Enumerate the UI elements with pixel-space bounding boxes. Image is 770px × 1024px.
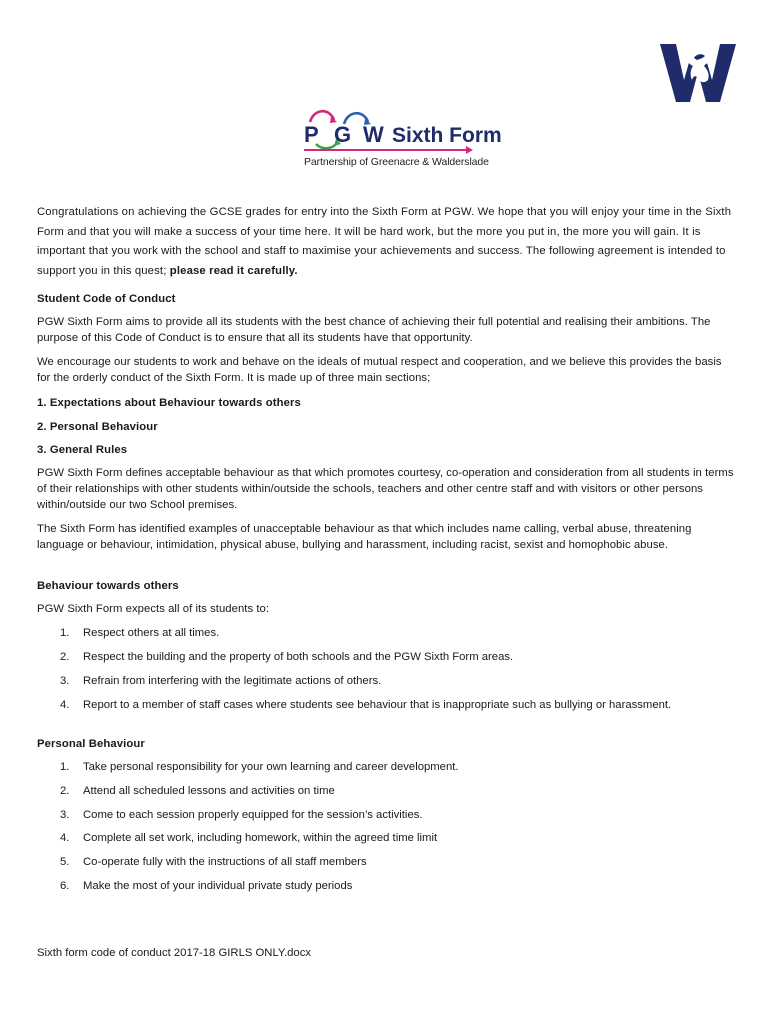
- list-item: [37, 879, 737, 895]
- list-item-number: 3.: [60, 809, 70, 821]
- personal-list: [37, 760, 737, 776]
- list-item-number: 1.: [60, 627, 70, 639]
- others-list: [37, 626, 737, 642]
- list-item: [37, 650, 737, 666]
- code-aims-paragraph: PGW Sixth Form aims to provide all its students with the best chance of achieving their full potential and realising their ambitions. The purpose of this Code of Conduct is to ensure that all its students have that opportunity.: [37, 316, 711, 344]
- list-item-number: 1.: [60, 761, 70, 773]
- list-item: [37, 808, 737, 824]
- intro-paragraph: [37, 203, 737, 281]
- logo-letter-p: P: [304, 122, 319, 147]
- logo-tagline: Partnership of Greenacre & Walderslade: [304, 156, 489, 168]
- others-list: [37, 650, 737, 666]
- personal-list: [37, 855, 737, 871]
- list-item: [37, 855, 737, 871]
- intro-section: [37, 203, 737, 281]
- school-crest-logo: [660, 42, 738, 104]
- others-list: [37, 698, 697, 714]
- logo-brand-text: Sixth Form: [392, 124, 502, 147]
- list-item-text: Respect others at all times.: [83, 627, 220, 639]
- pgw-logo-graphic: [290, 106, 502, 154]
- list-item: [37, 674, 737, 690]
- intro-emphasis: please read it carefully.: [169, 264, 298, 277]
- code-heading: Student Code of Conduct: [37, 293, 176, 305]
- personal-heading: Personal Behaviour: [37, 738, 145, 750]
- list-item-text: Respect the building and the property of both schools and the PGW Sixth Form areas.: [83, 651, 514, 663]
- unacceptable-behaviour-paragraph: The Sixth Form has identified examples of unacceptable behaviour as that which includes name calling, verbal abuse, threatening language or behaviour, intimidation, physical abuse, bullying and harassment, including racist, sexist and homophobic abuse.: [37, 523, 692, 551]
- list-item-number: 6.: [60, 880, 70, 892]
- list-item: [37, 831, 737, 847]
- list-item-number: 3.: [60, 675, 70, 687]
- intro-text: Congratulations on achieving the GCSE grades for entry into the Sixth Form at PGW. We hope that you will enjoy your time in the Sixth Form and that you will make a success of your time here. It will be hard work, but the more you put in, the more you will gain. It is important that you work with the school and staff to maximise your achievements and success. The following agreement is intended to support you in this quest;: [37, 206, 732, 277]
- list-item-text: Report to a member of staff cases where students see behaviour that is inappropriate such as bullying or harassment.: [83, 699, 672, 711]
- personal-list: [37, 831, 737, 847]
- list-item: [37, 626, 737, 642]
- list-item: [37, 760, 737, 776]
- personal-list: [37, 784, 737, 800]
- list-item-number: 5.: [60, 856, 70, 868]
- section-item-2: 2. Personal Behaviour: [37, 421, 158, 433]
- list-item-text: Co-operate fully with the instructions of all staff members: [83, 856, 367, 868]
- footer-filename: Sixth form code of conduct 2017-18 GIRLS ONLY.docx: [37, 947, 311, 959]
- list-item-text: Attend all scheduled lessons and activities on time: [83, 785, 335, 797]
- list-item-text: Come to each session properly equipped for the session’s activities.: [83, 809, 423, 821]
- list-item-text: Take personal responsibility for your own learning and career development.: [83, 761, 459, 773]
- list-item-text: Refrain from interfering with the legitimate actions of others.: [83, 675, 382, 687]
- personal-list: [37, 808, 737, 824]
- list-item-text: Make the most of your individual private study periods: [83, 880, 353, 892]
- list-item: [37, 784, 737, 800]
- section-item-1: 1. Expectations about Behaviour towards others: [37, 397, 301, 409]
- list-item: [37, 698, 697, 714]
- list-item-number: 4.: [60, 699, 70, 711]
- list-item-number: 2.: [60, 651, 70, 663]
- list-item-number: 4.: [60, 832, 70, 844]
- list-item-text: Complete all set work, including homework, within the agreed time limit: [83, 832, 438, 844]
- acceptable-behaviour-paragraph: PGW Sixth Form defines acceptable behaviour as that which promotes courtesy, co-operation and consideration from all students in terms of their relationships with other students within/outside the schools, teachers and other centre staff and with visitors or other persons within/outside our two School premises.: [37, 467, 734, 511]
- list-item-number: 2.: [60, 785, 70, 797]
- others-heading: Behaviour towards others: [37, 580, 179, 592]
- personal-list: [37, 879, 737, 895]
- pgw-sixth-form-logo: [290, 106, 502, 172]
- others-lead: PGW Sixth Form expects all of its students to:: [37, 603, 270, 615]
- logo-letter-g: G: [334, 122, 352, 147]
- section-item-3: 3. General Rules: [37, 444, 128, 456]
- others-list: [37, 674, 737, 690]
- logo-letter-w: W: [363, 122, 384, 147]
- code-ideals-paragraph: We encourage our students to work and behave on the ideals of mutual respect and cooperation, and we believe this provides the basis for the orderly conduct of the Sixth Form. It is made up of three main sections;: [37, 356, 722, 384]
